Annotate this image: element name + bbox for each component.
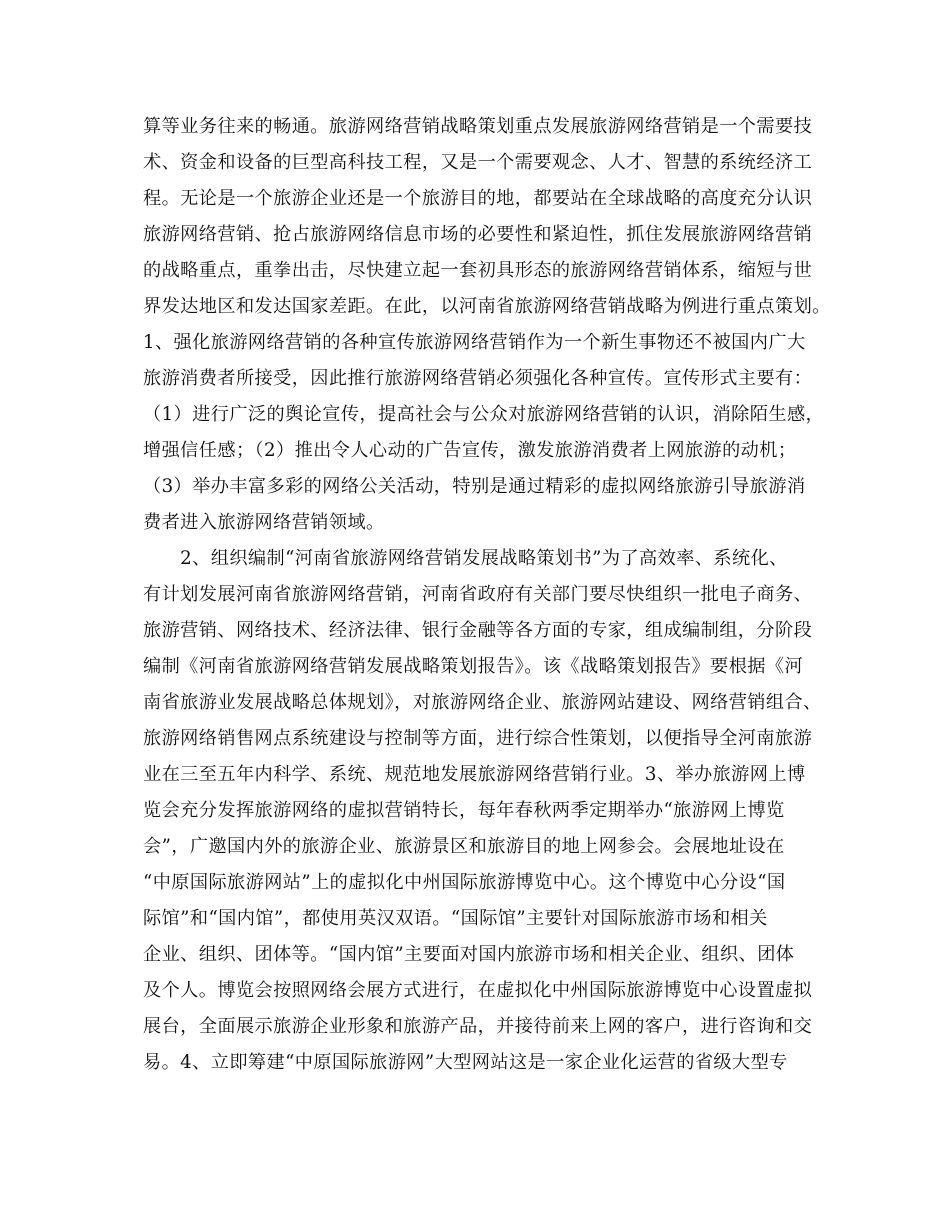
text-line: 1、强化旅游网络营销的各种宣传旅游网络营销作为一个新生事物还不被国内广大 (143, 332, 806, 353)
text-line: 的战略重点，重拳出击，尽快建立起一套初具形态的旅游网络营销体系，缩短与世 (143, 260, 813, 281)
text-line: 旅游营销、网络技术、经济法律、银行金融等各方面的专家，组成编制组，分阶段 (143, 620, 813, 641)
text-line: 旅游网络销售网点系统建设与控制等方面，进行综合性策划，以便指导全河南旅游 (143, 728, 813, 749)
text-line: 易。4、立即筹建“中原国际旅游网”大型网站这是一家企业化运营的省级大型专 (143, 1052, 788, 1073)
text-line: 会”，广邀国内外的旅游企业、旅游景区和旅游目的地上网参会。会展地址设在 (143, 836, 785, 857)
text-line: “中原国际旅游网站”上的虚拟化中州国际旅游博览中心。这个博览中心分设“国 (143, 872, 786, 893)
text-line: 术、资金和设备的巨型高科技工程，又是一个需要观念、人才、智慧的系统经济工 (143, 152, 813, 173)
text-line: 有计划发展河南省旅游网络营销，河南省政府有关部门要尽快组织一批电子商务、 (143, 584, 813, 605)
text-line: 增强信任感；（2）推出令人心动的广告宣传，激发旅游消费者上网旅游的动机； (143, 440, 797, 461)
text-line: 界发达地区和发达国家差距。在此，以河南省旅游网络营销战略为例进行重点策划。 (143, 296, 831, 317)
text-line: 算等业务往来的畅通。旅游网络营销战略策划重点发展旅游网络营销是一个需要技 (143, 116, 813, 137)
text-line: 览会充分发挥旅游网络的虚拟营销特长，每年春秋两季定期举办“旅游网上博览 (143, 800, 785, 821)
text-line: 业在三至五年内科学、系统、规范地发展旅游网络营销行业。3、举办旅游网上博 (143, 764, 806, 785)
text-line: 企业、组织、团体等。“国内馆”主要面对国内旅游市场和相关企业、组织、团体 (143, 944, 795, 965)
text-line: 2、组织编制“河南省旅游网络营销发展战略策划书”为了高效率、系统化、 (143, 548, 788, 569)
text-line: （3）举办丰富多彩的网络公关活动，特别是通过精彩的虚拟网络旅游引导旅游消 (143, 476, 806, 497)
text-line: （1）进行广泛的舆论宣传，提高社会与公众对旅游网络营销的认识，消除陌生感， (143, 404, 825, 425)
text-line: 编制《河南省旅游网络营销发展战略策划报告》。该《战略策划报告》要根据《河 (143, 656, 804, 677)
text-line: 旅游网络营销、抢占旅游网络信息市场的必要性和紧迫性，抓住发展旅游网络营销 (143, 224, 813, 245)
text-line: 及个人。博览会按照网络会展方式进行，在虚拟化中州国际旅游博览中心设置虚拟 (143, 980, 813, 1001)
text-line: 展台，全面展示旅游企业形象和旅游产品，并接待前来上网的客户，进行咨询和交 (143, 1016, 813, 1037)
text-line: 旅游消费者所接受，因此推行旅游网络营销必须强化各种宣传。宣传形式主要有： (143, 368, 813, 389)
text-line: 际馆”和“国内馆”，都使用英汉双语。“国际馆”主要针对国际旅游市场和相关 (143, 908, 768, 929)
text-line: 程。无论是一个旅游企业还是一个旅游目的地，都要站在全球战略的高度充分认识 (143, 188, 813, 209)
text-line: 南省旅游业发展战略总体规划》，对旅游网络企业、旅游网站建设、网络营销组合、 (143, 692, 822, 713)
text-line: 费者进入旅游网络营销领域。 (143, 512, 385, 533)
